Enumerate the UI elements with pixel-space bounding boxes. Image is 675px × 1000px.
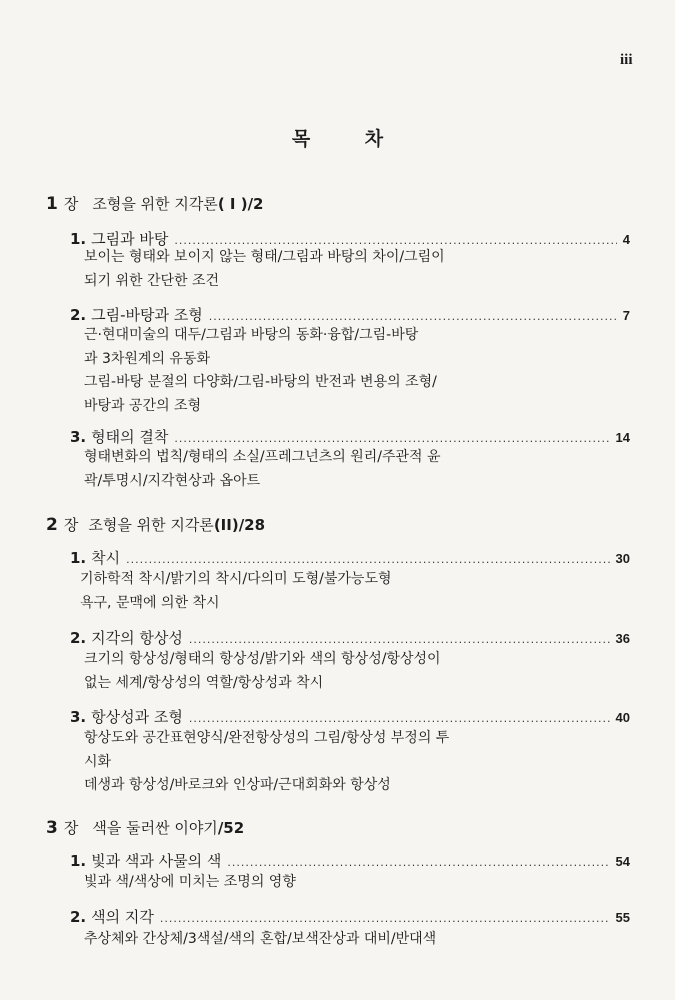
toc-title: 목 차 bbox=[291, 128, 408, 150]
description-line: 빛과 색/색상에 미치는 조명의 영향 bbox=[84, 874, 296, 890]
description-line: 곽/투명시/지각현상과 옵아트 bbox=[84, 472, 261, 489]
entry-title: 빛과 색과 사물의 색 bbox=[91, 852, 222, 870]
chapter-number: 3 bbox=[46, 818, 58, 838]
entry-number: 1. bbox=[70, 852, 87, 870]
entry-page: 4 bbox=[622, 232, 630, 247]
entry-number: 2. bbox=[70, 908, 87, 926]
entry-title: 형태의 결착 bbox=[91, 428, 169, 446]
chapter-heading-2 bbox=[46, 514, 265, 535]
description-line: 기하학적 착시/밝기의 착시/다의미 도형/불가능도형 bbox=[80, 571, 392, 587]
entry-description bbox=[84, 871, 454, 895]
description-line: 형태변화의 법칙/형태의 소실/프레그넌츠의 원리/주관적 윤 bbox=[84, 449, 441, 465]
entry-page: 14 bbox=[615, 430, 630, 445]
dot-leader bbox=[189, 712, 610, 725]
description-line: 그림-바탕 분절의 다양화/그림-바탕의 반전과 변용의 조형/ bbox=[84, 374, 437, 390]
dot-leader bbox=[174, 432, 609, 445]
description-line: 보이는 형태와 보이지 않는 형태/그림과 바탕의 차이/그림이 bbox=[84, 249, 445, 265]
chapter-heading-1 bbox=[46, 193, 263, 214]
entry-title: 항상성과 조형 bbox=[91, 708, 183, 726]
chapter-title: 색을 둘러싼 이야기 bbox=[92, 819, 218, 837]
dot-leader bbox=[126, 553, 609, 566]
description-line: 되기 위한 간단한 조건 bbox=[84, 272, 220, 289]
toc-entry[interactable] bbox=[70, 228, 630, 248]
entry-number: 1. bbox=[70, 549, 87, 567]
entry-number: 1. bbox=[70, 230, 87, 248]
entry-description bbox=[80, 568, 450, 615]
entry-description bbox=[84, 928, 454, 952]
description-line: 욕구, 문맥에 의한 착시 bbox=[80, 594, 220, 611]
description-line: 근·현대미술의 대두/그림과 바탕의 동화·융합/그림-바탕 bbox=[84, 327, 419, 343]
chapter-page: /28 bbox=[238, 516, 266, 534]
description-line: 시화 bbox=[84, 753, 112, 770]
chapter-title: 조형을 위한 지각론 bbox=[88, 516, 214, 534]
chapter-label: 장 bbox=[63, 195, 79, 213]
entry-description bbox=[84, 446, 454, 493]
chapter-title: 조형을 위한 지각론 bbox=[92, 195, 218, 213]
entry-title: 착시 bbox=[91, 549, 121, 567]
toc-entry[interactable] bbox=[70, 547, 630, 567]
chapter-label: 장 bbox=[63, 819, 79, 837]
toc-entry[interactable] bbox=[70, 850, 630, 870]
chapter-label: 장 bbox=[63, 516, 79, 534]
entry-page: 54 bbox=[615, 854, 630, 869]
entry-page: 55 bbox=[615, 910, 630, 925]
chapter-roman: ( I ) bbox=[217, 195, 248, 213]
description-line: 추상체와 간상체/3색설/색의 혼합/보색잔상과 대비/반대색 bbox=[84, 931, 437, 947]
toc-entry[interactable] bbox=[70, 426, 630, 446]
entry-description bbox=[84, 246, 454, 293]
entry-page: 7 bbox=[622, 308, 630, 323]
entry-title: 색의 지각 bbox=[91, 908, 154, 926]
entry-number: 3. bbox=[70, 708, 87, 726]
description-line: 과 3차원계의 유동화 bbox=[84, 350, 210, 367]
dot-leader bbox=[189, 633, 610, 646]
entry-description bbox=[84, 727, 454, 798]
entry-description bbox=[84, 648, 454, 695]
entry-number: 3. bbox=[70, 428, 87, 446]
chapter-roman: (II) bbox=[213, 516, 239, 534]
description-line: 데생과 항상성/바로크와 인상파/근대회화와 항상성 bbox=[84, 777, 391, 793]
toc-entry[interactable] bbox=[70, 627, 630, 647]
dot-leader bbox=[160, 912, 610, 925]
entry-title: 그림-바탕과 조형 bbox=[91, 306, 203, 324]
description-line: 없는 세계/항상성의 역할/항상성과 착시 bbox=[84, 674, 324, 691]
entry-description bbox=[84, 324, 454, 418]
dot-leader bbox=[209, 310, 617, 323]
entry-number: 2. bbox=[70, 629, 87, 647]
dot-leader bbox=[227, 856, 609, 869]
entry-page: 40 bbox=[615, 710, 630, 725]
chapter-number: 2 bbox=[46, 515, 58, 535]
entry-number: 2. bbox=[70, 306, 87, 324]
description-line: 바탕과 공간의 조형 bbox=[84, 397, 202, 414]
toc-entry[interactable] bbox=[70, 906, 630, 926]
chapter-heading-3 bbox=[46, 817, 244, 838]
entry-title: 그림과 바탕 bbox=[91, 230, 169, 248]
toc-entry[interactable] bbox=[70, 706, 630, 726]
entry-page: 30 bbox=[615, 551, 630, 566]
toc-entry[interactable] bbox=[70, 304, 630, 324]
chapter-page: /2 bbox=[247, 195, 264, 213]
description-line: 크기의 항상성/형태의 항상성/밝기와 색의 항상성/항상성이 bbox=[84, 651, 441, 667]
chapter-page: /52 bbox=[217, 819, 245, 837]
entry-page: 36 bbox=[615, 631, 630, 646]
entry-title: 지각의 항상성 bbox=[91, 629, 183, 647]
chapter-number: 1 bbox=[46, 194, 58, 214]
page-number: iii bbox=[620, 52, 633, 68]
description-line: 항상도와 공간표현양식/완전항상성의 그림/항상성 부정의 투 bbox=[84, 730, 450, 746]
